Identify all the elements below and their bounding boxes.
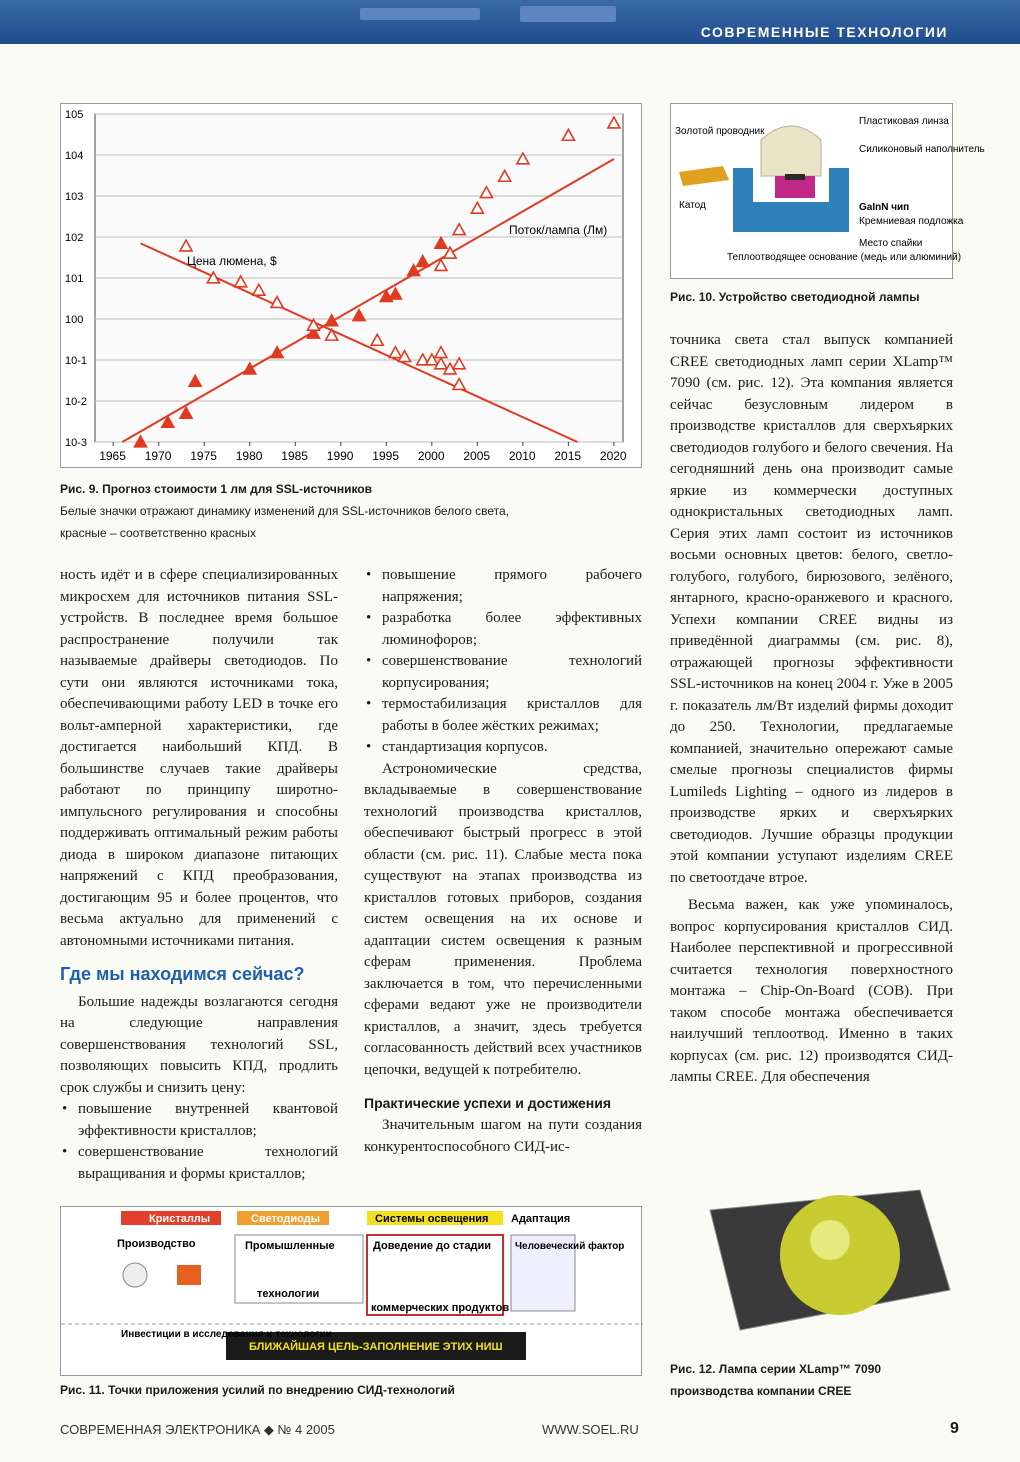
figure-9-chart xyxy=(60,103,642,468)
label-cathode: Катод xyxy=(679,200,706,211)
column-1 xyxy=(60,565,338,1185)
list-item: • повышение прямого рабочего напряжения; xyxy=(364,565,642,608)
svg-text:Промышленные: Промышленные xyxy=(245,1240,335,1252)
svg-text:Системы освещения: Системы освещения xyxy=(375,1213,489,1225)
xlamp-image xyxy=(680,1150,960,1350)
label-solder: Место спайки xyxy=(859,238,923,249)
svg-text:Светодиоды: Светодиоды xyxy=(251,1213,321,1225)
base-block xyxy=(733,202,849,232)
svg-text:Инвестиции в исследования и те: Инвестиции в исследования и технологии xyxy=(121,1329,332,1340)
list-item: • повышение внутренней квантовой эффективности кристаллов; xyxy=(60,1099,338,1142)
list-item: • стандартизация корпусов. xyxy=(364,737,642,759)
list-item: • термостабилизация кристаллов для работы в более жёстких режимах; xyxy=(364,694,642,737)
column-2 xyxy=(364,565,642,1158)
fig11-svg xyxy=(61,1207,643,1377)
y-tick-label: 10-3 xyxy=(65,437,88,449)
x-tick-label: 1965 xyxy=(99,449,126,463)
figure-9-caption xyxy=(60,478,642,544)
led-lamp-diagram xyxy=(671,104,985,280)
list-item: • разработка более эффективных люминофоров; xyxy=(364,608,642,651)
bullet-list xyxy=(60,1099,338,1185)
figure-12-caption: Рис. 12. Лампа серии XLamp™ 7090 производства компании CREE xyxy=(670,1362,882,1398)
paragraph: ность идёт и в сфере специализированных микросхем для источников питания SSL-устройств. В последнее время большое распространение получили так называемые драйверы светодиодов. По сути они являются источниками тока, обеспечивающими работу LED в точке его вольт-амперной характеристики, где достигается наибольший КПД. В большинстве случаев такие драйверы работают по принципу широтно-импульсного регулирования и способны поддерживать оптимальный режим работы диода в широком диапазоне питающих напряжений с КПД преобразования, достигающим 95 и более процентов, что весьма актуально для применений с автономными источниками питания. xyxy=(60,567,338,949)
svg-text:БЛИЖАЙШАЯ ЦЕЛЬ-ЗАПОЛНЕНИЕ ЭТИХ: БЛИЖАЙШАЯ ЦЕЛЬ-ЗАПОЛНЕНИЕ ЭТИХ НИШ xyxy=(249,1341,503,1353)
x-tick-label: 2015 xyxy=(554,449,582,463)
figure-9-caption-title: Рис. 9. Прогноз стоимости 1 лм для SSL-источников xyxy=(60,482,373,496)
figure-9-caption-line: Белые значки отражают динамику изменений для SSL-источников белого света, xyxy=(60,504,510,518)
page-number: 9 xyxy=(950,1420,959,1437)
label-fill: Силиконовый наполнитель xyxy=(859,144,985,155)
x-tick-label: 1990 xyxy=(326,449,354,463)
footer-journal: СОВРЕМЕННАЯ ЭЛЕКТРОНИКА ◆ № 4 2005 xyxy=(60,1422,335,1437)
header-bar xyxy=(0,0,1020,44)
label-flux: Поток/лампа (Лм) xyxy=(509,223,608,237)
x-tick-label: 1975 xyxy=(190,449,217,463)
paragraph: Значительным шагом на пути создания конкурентоспособного СИД-ис- xyxy=(364,1117,642,1155)
x-tick-label: 2005 xyxy=(463,449,491,463)
paragraph: Большие надежды возлагаются сегодня на следующие направления совершенствования технологий SSL, позволяющих повысить КПД, продлить срок службы и снизить цену: xyxy=(60,993,338,1096)
y-tick-label: 10-1 xyxy=(65,355,88,367)
svg-text:Производство: Производство xyxy=(117,1238,196,1250)
svg-text:технологии: технологии xyxy=(257,1288,320,1300)
y-tick-label: 105 xyxy=(65,109,84,121)
label-price: Цена люмена, $ xyxy=(187,254,277,268)
label-base: Теплоотводящее основание (медь или алюминий) xyxy=(727,252,962,263)
list-item: • совершенствование технологий выращивания и формы кристаллов; xyxy=(60,1142,338,1185)
x-tick-label: 2010 xyxy=(508,449,536,463)
bullet-list xyxy=(364,565,642,759)
figure-10-caption: Рис. 10. Устройство светодиодной лампы xyxy=(670,290,920,304)
x-tick-label: 1980 xyxy=(235,449,263,463)
x-tick-label: 2020 xyxy=(599,449,627,463)
subheading: Практические успехи и достижения xyxy=(364,1095,611,1111)
paragraph: точника света стал выпуск компанией CREE светодиодных ламп серии XLamp™ 7090 (см. рис. 12). Эта компания является сейчас безусловным лидером в производстве кристаллов для сверхъярких светодиодов голубого и белого свечения. На сегодняшний день она производит самые яркие из коммерчески доступных однокристальных светодиодных ламп. Серия этих ламп состоит из источников восьми основных цветов: белого, светло-голубого, голубого, бирюзового, зелёного, янтарного, красно-оранжевого и красного. Успехи компании CREE видны из приведённой диаграммы (см. рис. 8), отражающей прогнозы эффективности SSL-источников на конец 2004 г. Уже в 2005 г. показатель лм/Вт изделий фирмы доходит до 250. Технологии, предлагаемые компанией, значительно опережают самые смелые прогнозы специалистов фирмы Lumileds Lighting – одного из лидеров в производстве ярких и сверхъярких светодиодов. Лучшие образцы продукции этой компании уступают изделиям CREE по светоотдаче втрое. xyxy=(670,332,953,886)
y-tick-label: 101 xyxy=(65,273,84,285)
svg-text:Кристаллы: Кристаллы xyxy=(149,1213,211,1225)
y-tick-label: 104 xyxy=(65,150,84,162)
figure-10-diagram xyxy=(670,103,985,279)
lens-shape xyxy=(761,126,821,176)
footer-site: WWW.SOEL.RU xyxy=(542,1422,639,1437)
svg-text:Человеческий фактор: Человеческий фактор xyxy=(515,1241,625,1252)
section-title: СОВРЕМЕННЫЕ ТЕХНОЛОГИИ xyxy=(700,24,948,40)
y-tick-label: 103 xyxy=(65,191,84,203)
column-3 xyxy=(670,330,953,1089)
svg-text:Адаптация: Адаптация xyxy=(511,1213,571,1225)
y-tick-label: 100 xyxy=(65,314,84,326)
list-item: • совершенствование технологий корпусирования; xyxy=(364,651,642,694)
svg-text:коммерческих продуктов: коммерческих продуктов xyxy=(371,1302,510,1314)
x-tick-label: 1995 xyxy=(372,449,400,463)
cathode-lead xyxy=(679,166,729,186)
x-tick-label: 1970 xyxy=(144,449,172,463)
paragraph: Весьма важен, как уже упоминалось, вопрос корпусирования кристаллов СИД. Наиболее перспективной и прогрессивной считается технология поверхностного монтажа – Chip-On-Board (COB). При таком способе монтажа обеспечивается наилучший теплоотвод. Именно в таких корпусах (см. рис. 12) производятся СИД-лампы CREE. Для обеспечения xyxy=(670,897,953,1085)
section-heading: Где мы находимся сейчас? xyxy=(60,964,305,984)
paragraph: Астрономические средства, вкладываемые в совершенствование технологий производства кристаллов, обеспечивают быстрый прогресс в этой области (см. рис. 11). Слабые места пока существуют на этапах производства из кристаллов готовых приборов, создания систем освещения на их основе и адаптации систем освещения к разным сферам применения. Проблема заключается в том, что перечисленными сферами ведают уже не производители кристаллов, а значит, здесь требуется согласованность действий всех участников цепочки, ведущей к потребителю. xyxy=(364,760,642,1078)
x-tick-label: 1985 xyxy=(281,449,308,463)
x-tick-label: 2000 xyxy=(417,449,445,463)
label-chip: GaInN чип xyxy=(859,202,910,213)
figure-11-diagram xyxy=(60,1206,642,1376)
label-wire: Золотой проводник xyxy=(675,126,765,137)
y-tick-label: 10-2 xyxy=(65,396,88,408)
figure-12-photo xyxy=(680,1150,960,1350)
figure-11-caption: Рис. 11. Точки приложения усилий по внедрению СИД-технологий xyxy=(60,1383,455,1397)
label-substrate: Кремниевая подложка xyxy=(859,216,964,227)
masthead-decor xyxy=(520,6,616,22)
svg-text:Доведение до стадии: Доведение до стадии xyxy=(373,1240,491,1252)
chart-svg xyxy=(61,104,643,469)
label-lens: Пластиковая линза xyxy=(859,116,949,127)
y-tick-label: 102 xyxy=(65,232,84,244)
figure-9-caption-line: красные – соответственно красных xyxy=(60,526,256,540)
masthead-decor xyxy=(360,8,480,20)
